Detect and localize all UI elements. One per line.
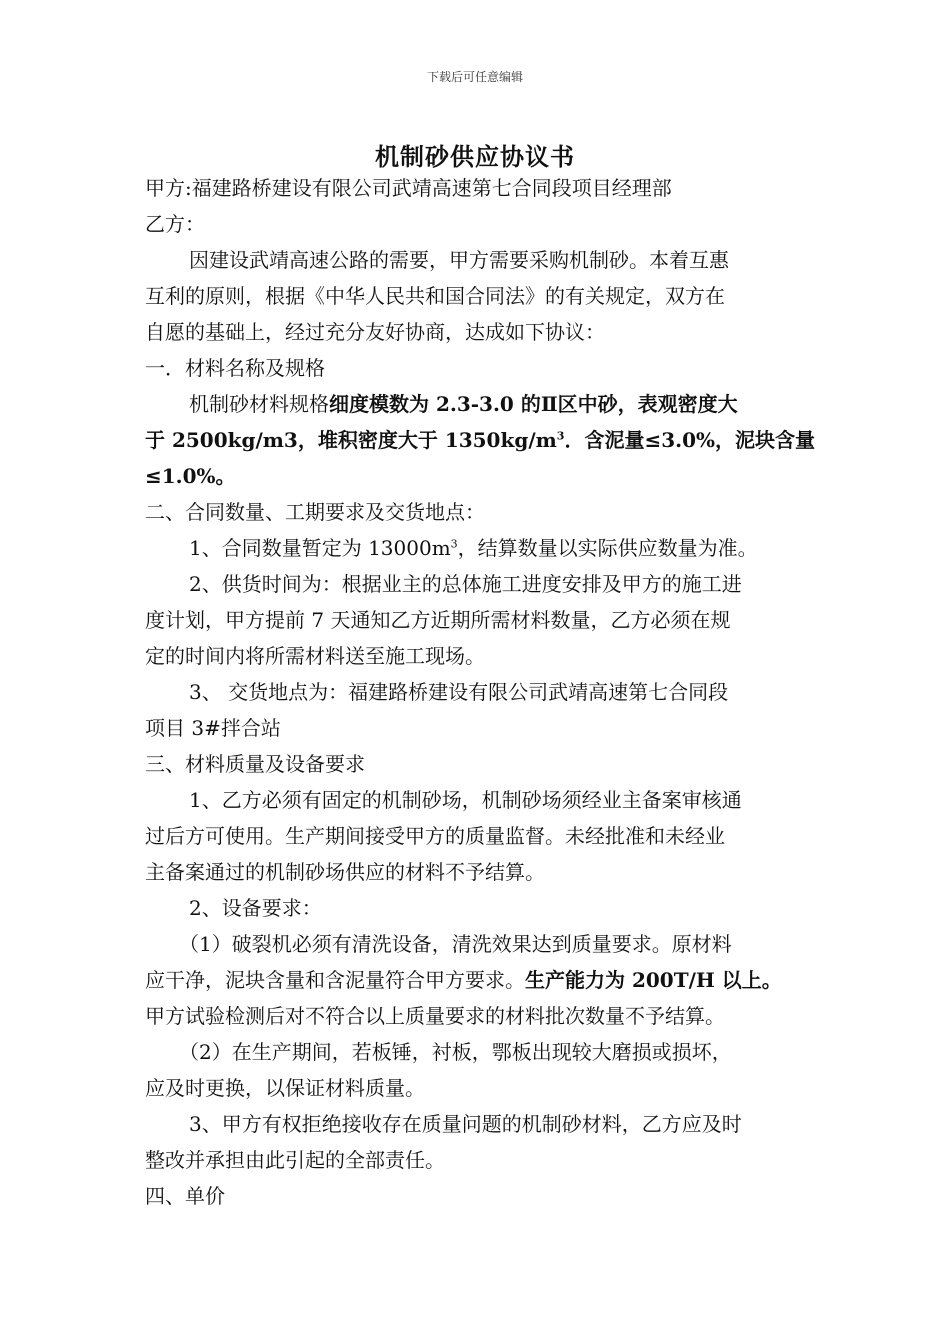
party-a: 甲方:福建路桥建设有限公司武靖高速第七合同段项目经理部 bbox=[145, 176, 672, 200]
clause-line: 项目 3#拌合站 bbox=[145, 716, 281, 740]
section-heading-quantity: 二、合同数量、工期要求及交货地点： bbox=[145, 500, 485, 524]
header-note: 下载后可任意编辑 bbox=[426, 70, 523, 84]
section-heading-quality: 三、材料质量及设备要求 bbox=[145, 752, 365, 776]
clause-line: 2、设备要求： bbox=[189, 896, 322, 920]
clause-line: 1、乙方必须有固定的机制砂场，机制砂场须经业主备案审核通 bbox=[189, 788, 742, 812]
clause-bold-text: 生产能力为 200T/H 以上。 bbox=[525, 968, 782, 992]
spec-line bbox=[145, 386, 825, 422]
clause-line: 应及时更换，以保证材料质量。 bbox=[145, 1076, 425, 1100]
spec-line: ≤1.0%。 bbox=[145, 464, 236, 488]
page-title: 机制砂供应协议书 bbox=[375, 142, 575, 171]
section-heading-price: 四、单价 bbox=[145, 1184, 225, 1208]
section-heading-materials: 一．材料名称及规格 bbox=[145, 356, 325, 380]
clause-line: 定的时间内将所需材料送至施工现场。 bbox=[145, 644, 485, 668]
document-body bbox=[145, 170, 825, 1214]
spec-bold-text: 于 2500kg/m3，堆积密度大于 1350kg/m bbox=[145, 428, 557, 452]
clause-line: 3、甲方有权拒绝接收存在质量问题的机制砂材料，乙方应及时 bbox=[189, 1112, 742, 1136]
spec-line bbox=[145, 422, 825, 458]
intro-line: 因建设武靖高速公路的需要，甲方需要采购机制砂。本着互惠 bbox=[189, 248, 729, 272]
clause-line: 主备案通过的机制砂场供应的材料不予结算。 bbox=[145, 860, 545, 884]
clause-line: （2）在生产期间，若板锤，衬板，鄂板出现较大磨损或损坏， bbox=[179, 1040, 732, 1064]
spec-bold-text: ．含泥量≤3.0%，泥块含量 bbox=[564, 428, 816, 452]
clause-text: ，结算数量以实际供应数量为准。 bbox=[457, 536, 758, 560]
party-b: 乙方： bbox=[145, 212, 205, 236]
clause-line: （1）破裂机必须有清洗设备，清洗效果达到质量要求。原材料 bbox=[179, 932, 732, 956]
spec-bold-text: 细度模数为 2.3-3.0 的Ⅱ区中砂，表观密度大 bbox=[329, 392, 738, 416]
intro-line: 自愿的基础上，经过充分友好协商，达成如下协议： bbox=[145, 320, 605, 344]
clause-line: 甲方试验检测后对不符合以上质量要求的材料批次数量不予结算。 bbox=[145, 1004, 725, 1028]
clause-text: 应干净，泥块含量和含泥量符合甲方要求。 bbox=[145, 968, 525, 992]
clause-line: 2、供货时间为：根据业主的总体施工进度安排及甲方的施工进 bbox=[189, 572, 742, 596]
clause-text: 1、合同数量暂定为 13000m bbox=[189, 536, 451, 560]
clause-line: 整改并承担由此引起的全部责任。 bbox=[145, 1148, 445, 1172]
clause-line: 3、 交货地点为：福建路桥建设有限公司武靖高速第七合同段 bbox=[189, 680, 729, 704]
clause-line bbox=[145, 962, 825, 998]
superscript: 3 bbox=[556, 429, 565, 443]
spec-label: 机制砂材料规格 bbox=[189, 392, 329, 416]
intro-line: 互利的原则，根据《中华人民共和国合同法》的有关规定，双方在 bbox=[145, 284, 725, 308]
clause-line: 过后方可使用。生产期间接受甲方的质量监督。未经批准和未经业 bbox=[145, 824, 725, 848]
clause-line bbox=[145, 530, 825, 566]
clause-line: 度计划，甲方提前 7 天通知乙方近期所需材料数量，乙方必须在规 bbox=[145, 608, 731, 632]
superscript: 3 bbox=[450, 537, 458, 551]
